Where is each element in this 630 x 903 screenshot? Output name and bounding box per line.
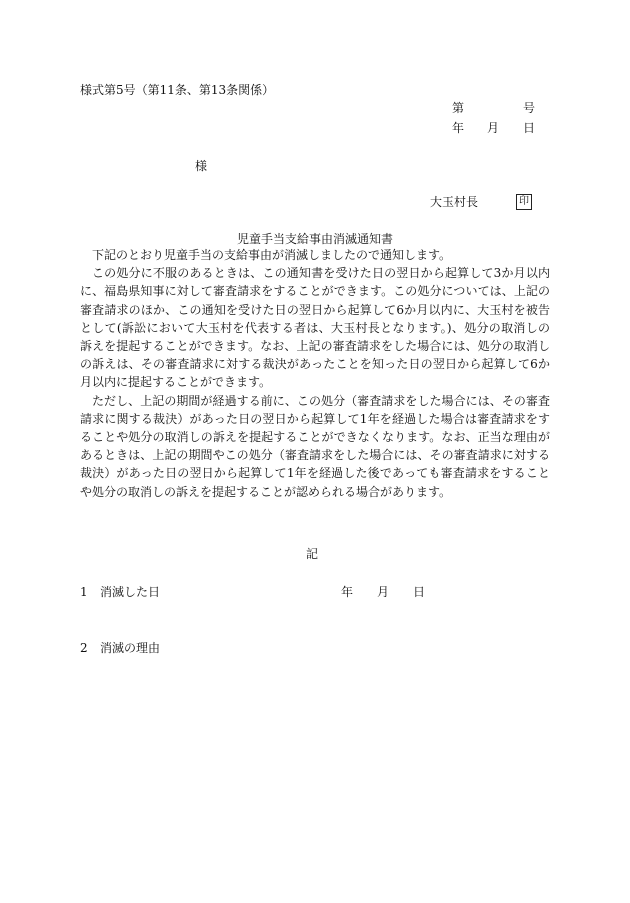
item-date-day: 日	[413, 585, 426, 599]
document-title: 児童手当支給事由消滅通知書	[236, 232, 393, 246]
document-date-day: 日	[523, 121, 536, 135]
item-date-year: 年	[341, 585, 354, 599]
notice-body	[80, 246, 550, 501]
document-number-suffix: 号	[523, 101, 536, 115]
issuer	[430, 193, 532, 210]
item-label: 消滅の理由	[100, 641, 161, 655]
issuer-name: 大玉村長	[430, 195, 479, 209]
document-number-prefix: 第	[452, 101, 465, 115]
item-number: 1	[80, 585, 88, 599]
document-date-month: 月	[487, 121, 500, 135]
body-paragraph-3: ただし、上記の期間が経過する前に、この処分（審査請求をした場合には、その審査請求に関する裁決）があった日の翌日から起算して1年を経過した場合は審査請求をすることや処分の取消しの訴えを提起することができなくなります。なお、正当な理由があるときは、上記の期間やこの処分（審査請求をした場合には、その審査請求に対する裁決）があった日の翌日から起算して1年を経過した後であっても審査請求をすることや処分の取消しの訴えを提起することが認められる場合があります。	[80, 393, 550, 499]
form-number: 様式第5号（第11条、第13条関係）	[80, 83, 275, 97]
item-extinction-date-value	[341, 583, 425, 600]
seal-mark: 印	[516, 194, 532, 210]
item-extinction-date	[80, 583, 160, 600]
item-date-month: 月	[377, 585, 390, 599]
document-date	[452, 119, 535, 136]
recipient-suffix: 様	[195, 159, 208, 173]
item-label: 消滅した日	[100, 585, 161, 599]
body-paragraph-2: この処分に不服のあるときは、この通知書を受けた日の翌日から起算して3か月以内に、福島県知事に対して審査請求をすることができます。この処分については、上記の審査請求のほか、この通知を受けた日の翌日から起算して6か月以内に、大玉村を被告として(訴訟において大玉村を代表する者は、大玉村長となります。)、処分の取消しの訴えを提起することができます。なお、上記の審査請求をした場合には、処分の取消しの訴えは、その審査請求に対する裁決があったことを知った日の翌日から起算して6か月以内に提起することができます。	[80, 266, 550, 390]
body-paragraph-1: 下記のとおり児童手当の支給事由が消滅しましたので通知します。	[92, 248, 452, 262]
document-number	[452, 99, 535, 116]
document-date-year: 年	[452, 121, 465, 135]
item-extinction-reason	[80, 639, 160, 656]
ki-heading: 記	[305, 547, 318, 561]
item-number: 2	[80, 641, 88, 655]
